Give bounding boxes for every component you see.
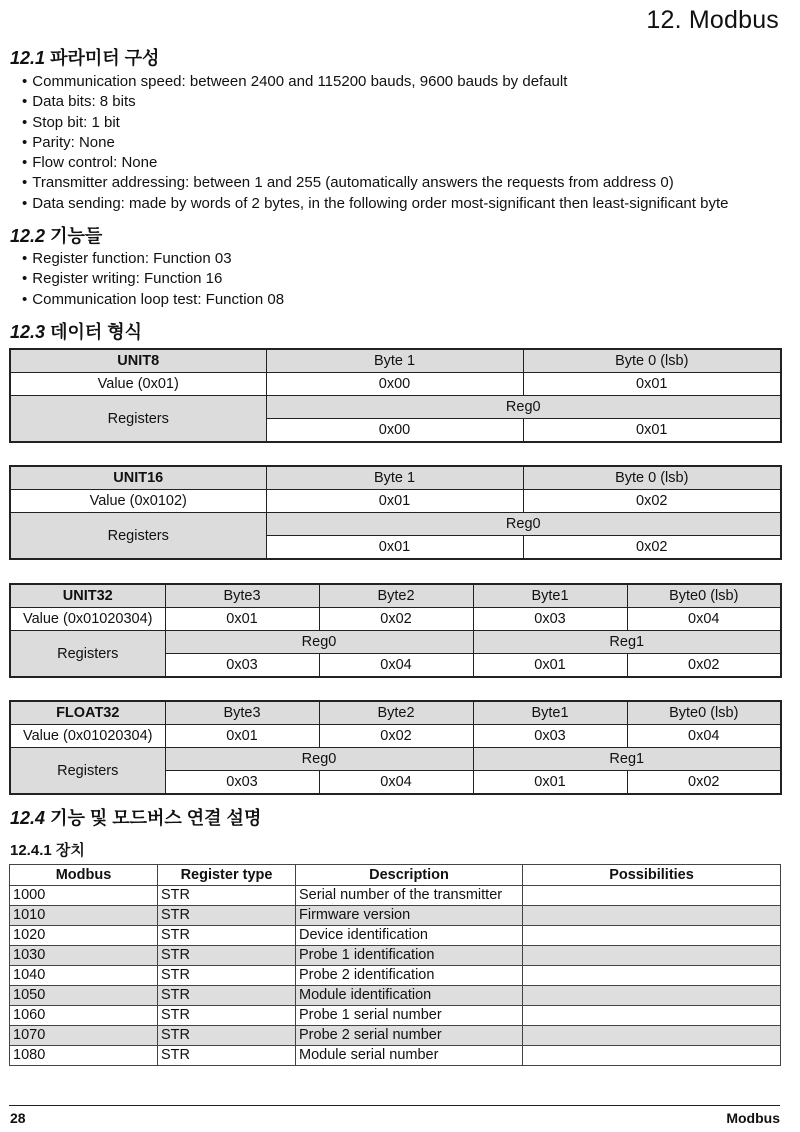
list-item: • Transmitter addressing: between 1 and 255 (automatically answers the requests from address 0) [22,173,728,193]
register-cell: 0x01 [523,419,781,443]
value-cell: 0x01 [523,373,781,396]
register-type-cell: STR [158,886,296,906]
byte-header: Byte 0 (lsb) [523,466,781,490]
modbus-cell: 1000 [10,886,158,906]
register-header: Reg0 [266,396,781,419]
table-row [10,1006,781,1026]
type-cell: UNIT16 [10,466,266,490]
register-cell: 0x02 [627,771,781,795]
table-row [10,946,781,966]
description-cell: Probe 2 serial number [296,1026,523,1046]
register-cell: 0x01 [473,771,627,795]
register-type-cell: STR [158,1006,296,1026]
registers-label: Registers [10,396,266,443]
list-item: • Parity: None [22,133,728,153]
modbus-cell: 1050 [10,986,158,1006]
column-header: Possibilities [523,865,781,886]
section-title: 데이터 형식 [50,322,143,342]
section-number: 12.1 [10,48,46,68]
register-cell: 0x02 [627,654,781,678]
modbus-cell: 1070 [10,1026,158,1046]
register-table [9,864,781,1066]
register-type-cell: STR [158,1026,296,1046]
table-row [10,966,781,986]
column-header: Modbus [10,865,158,886]
value-label: Value (0x0102) [10,490,266,513]
value-label: Value (0x01020304) [10,725,165,748]
byte-header: Byte2 [319,701,473,725]
registers-label: Registers [10,631,165,678]
column-header: Description [296,865,523,886]
section-title: 파라미터 구성 [50,48,160,68]
byte-header: Byte 0 (lsb) [523,349,781,373]
section-title: 기능들 [50,226,103,246]
byte-header: Byte0 (lsb) [627,584,781,608]
value-cell: 0x02 [319,725,473,748]
registers-label: Registers [10,513,266,560]
register-cell: 0x04 [319,771,473,795]
description-cell: Module identification [296,986,523,1006]
register-type-cell: STR [158,906,296,926]
possibilities-cell [523,886,781,906]
list-item: • Data sending: made by words of 2 bytes, in the following order most-significant then least-significant byte [22,194,728,214]
subsection-heading: 12.4.1 장치 [10,842,85,859]
register-header: Reg1 [473,748,781,771]
value-label: Value (0x01020304) [10,608,165,631]
table-row [10,926,781,946]
chapter-title: 12. Modbus [646,6,779,34]
modbus-cell: 1040 [10,966,158,986]
modbus-cell: 1010 [10,906,158,926]
type-cell: UNIT8 [10,349,266,373]
possibilities-cell [523,986,781,1006]
possibilities-cell [523,1026,781,1046]
value-label: Value (0x01) [10,373,266,396]
section-12-4-heading [10,804,261,830]
value-cell: 0x03 [473,608,627,631]
register-type-cell: STR [158,966,296,986]
register-cell: 0x04 [319,654,473,678]
modbus-cell: 1020 [10,926,158,946]
table-row [10,1026,781,1046]
unit16-table [9,465,782,560]
description-cell: Probe 1 serial number [296,1006,523,1026]
modbus-cell: 1080 [10,1046,158,1066]
section-number: 12.4 [10,808,46,828]
description-cell: Probe 2 identification [296,966,523,986]
register-cell: 0x03 [165,654,319,678]
table-row [10,1046,781,1066]
value-cell: 0x01 [266,490,523,513]
possibilities-cell [523,926,781,946]
unit8-table [9,348,782,443]
section-title: 기능 및 모드버스 연결 설명 [50,808,262,828]
byte-header: Byte3 [165,584,319,608]
byte-header: Byte2 [319,584,473,608]
value-cell: 0x02 [319,608,473,631]
description-cell: Firmware version [296,906,523,926]
register-cell: 0x01 [473,654,627,678]
modbus-cell: 1030 [10,946,158,966]
float32-table [9,700,782,795]
footer-section: Modbus [726,1110,780,1126]
register-cell: 0x00 [266,419,523,443]
value-cell: 0x04 [627,725,781,748]
description-cell: Serial number of the transmitter [296,886,523,906]
list-item: • Communication speed: between 2400 and 115200 bauds, 9600 bauds by default [22,72,728,92]
parameter-list [22,72,728,214]
register-cell: 0x02 [523,536,781,560]
value-cell: 0x02 [523,490,781,513]
byte-header: Byte 1 [266,466,523,490]
table-row [10,986,781,1006]
value-cell: 0x00 [266,373,523,396]
list-item: • Data bits: 8 bits [22,92,728,112]
description-cell: Module serial number [296,1046,523,1066]
unit32-table [9,583,782,678]
page-number: 28 [10,1110,26,1126]
possibilities-cell [523,966,781,986]
modbus-cell: 1060 [10,1006,158,1026]
list-item: • Communication loop test: Function 08 [22,290,284,310]
column-header: Register type [158,865,296,886]
register-type-cell: STR [158,1046,296,1066]
register-header: Reg0 [266,513,781,536]
description-cell: Device identification [296,926,523,946]
register-type-cell: STR [158,926,296,946]
possibilities-cell [523,1006,781,1026]
section-number: 12.2 [10,226,46,246]
byte-header: Byte 1 [266,349,523,373]
register-header: Reg0 [165,631,473,654]
register-type-cell: STR [158,946,296,966]
list-item: • Register function: Function 03 [22,249,284,269]
value-cell: 0x04 [627,608,781,631]
byte-header: Byte3 [165,701,319,725]
value-cell: 0x01 [165,725,319,748]
function-list [22,249,284,310]
section-12-3-heading [10,318,142,344]
byte-header: Byte1 [473,584,627,608]
possibilities-cell [523,1046,781,1066]
possibilities-cell [523,906,781,926]
register-header: Reg0 [165,748,473,771]
value-cell: 0x03 [473,725,627,748]
section-12-2-heading [10,222,102,248]
section-number: 12.3 [10,322,46,342]
description-cell: Probe 1 identification [296,946,523,966]
footer-divider [9,1105,780,1106]
byte-header: Byte0 (lsb) [627,701,781,725]
value-cell: 0x01 [165,608,319,631]
list-item: • Register writing: Function 16 [22,269,284,289]
table-row [10,886,781,906]
register-type-cell: STR [158,986,296,1006]
type-cell: UNIT32 [10,584,165,608]
list-item: • Flow control: None [22,153,728,173]
register-header: Reg1 [473,631,781,654]
list-item: • Stop bit: 1 bit [22,113,728,133]
type-cell: FLOAT32 [10,701,165,725]
section-12-1-heading [10,44,159,70]
table-row [10,906,781,926]
register-cell: 0x03 [165,771,319,795]
register-cell: 0x01 [266,536,523,560]
registers-label: Registers [10,748,165,795]
possibilities-cell [523,946,781,966]
byte-header: Byte1 [473,701,627,725]
